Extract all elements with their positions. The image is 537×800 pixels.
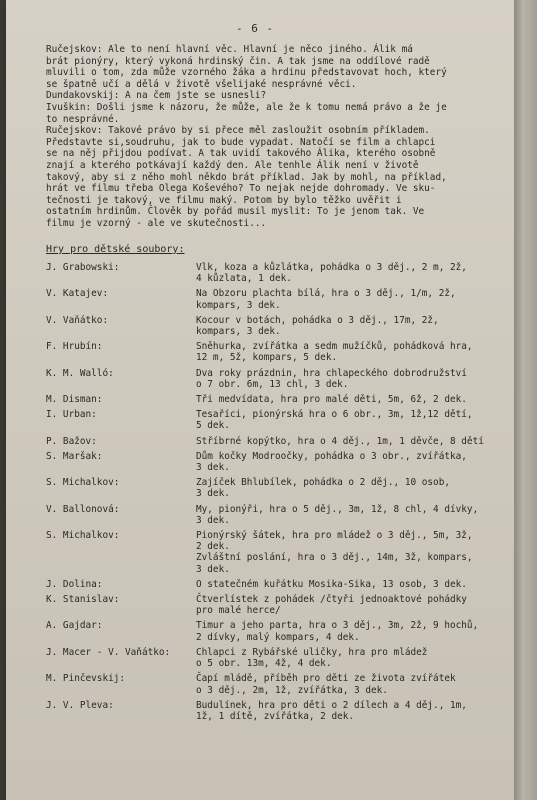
- intro-line: to nesprávné.: [46, 113, 120, 125]
- play-entry: [46, 341, 526, 363]
- play-description: [196, 288, 526, 310]
- play-entry: [46, 504, 526, 526]
- play-entry: [46, 262, 526, 284]
- play-description-line: Dům kočky Modroočky, pohádka o 3 obr., zvířátka,: [196, 450, 467, 462]
- play-author: M. Pinčevskij:: [46, 673, 126, 685]
- play-description-line: 4 kůzlata, 1 dek.: [196, 273, 292, 285]
- play-author: P. Bažov:: [46, 435, 97, 447]
- play-description: [196, 700, 526, 722]
- play-description-line: Sněhurka, zvířátka a sedm mužíčků, pohádková hra,: [196, 341, 473, 353]
- play-description-line: 5 dek.: [196, 420, 230, 432]
- play-description-line: Tesaříci, pionýrská hra o 6 obr., 3m, 1ž,12 dětí,: [196, 409, 473, 421]
- play-description-line: 3 dek.: [196, 514, 230, 526]
- play-entry: [46, 451, 526, 473]
- play-description-line: Chlapci z Rybářské uličky, hra pro mládež: [196, 646, 428, 658]
- play-author: J. Grabowski:: [46, 262, 120, 273]
- play-description-line: Zvláštní poslání, hra o 3 děj., 14m, 3ž, kompars,: [196, 552, 473, 564]
- play-description: [196, 262, 526, 284]
- play-entry: [46, 620, 526, 642]
- play-description: [196, 409, 526, 431]
- intro-line: hrát ve filmu třeba Olega Koševého? To nejak nejde dohromady. Ve sku-: [46, 183, 436, 195]
- play-description-line: Stříbrné kopýtko, hra o 4 děj., 1m, 1 děvče, 8 dětí: [196, 435, 484, 447]
- play-description-line: 3 dek.: [196, 462, 230, 474]
- play-description: [196, 315, 526, 337]
- play-author: I. Urban:: [46, 409, 97, 421]
- play-description: [196, 394, 526, 405]
- play-description-line: Zajíček Bhlubílek, pohádka o 2 děj., 10 osob,: [196, 477, 450, 489]
- intro-line: tečnosti je takový, ve filmu maký. Potom by bylo těžko uvěřit i: [46, 194, 402, 206]
- plays-heading: Hry pro dětské soubory:: [46, 244, 185, 255]
- play-author: J. Dolina:: [46, 578, 103, 590]
- play-description-line: Čapí mládě, příběh pro děti ze života zvířátek: [196, 673, 456, 685]
- intro-line: se špatně učí a dělá v životě všelijaké nesprávné věci.: [46, 78, 357, 90]
- play-description: [196, 451, 526, 473]
- play-author: V. Ballonová:: [46, 503, 120, 515]
- play-entry: [46, 394, 526, 405]
- play-description-line: 2 dek.: [196, 541, 230, 553]
- play-description-line: 12 m, 5ž, kompars, 5 dek.: [196, 352, 338, 364]
- play-description-line: kompars, 3 dek.: [196, 299, 281, 311]
- play-author: V. Katajev:: [46, 288, 109, 300]
- play-description: [196, 341, 526, 363]
- play-description-line: 2 dívky, malý kompars, 4 dek.: [196, 631, 360, 643]
- play-description-line: 1ž, 1 dítě, zvířátka, 2 dek.: [196, 710, 355, 722]
- play-description-line: Pionýrský šátek, hra pro mládež o 3 děj., 5m, 3ž,: [196, 530, 473, 542]
- play-description: [196, 368, 526, 390]
- play-description-line: Kocour v botách, pohádka o 3 děj., 17m, 2ž,: [196, 314, 439, 326]
- play-author: S. Michalkov:: [46, 530, 120, 542]
- play-author: J. V. Pleva:: [46, 699, 114, 711]
- plays-list: [46, 262, 526, 726]
- intro-line: Ivuškin: Došli jsme k názoru, že může, ale že k tomu nemá právo a že je: [46, 101, 447, 113]
- play-description: [196, 673, 526, 695]
- play-description-line: kompars, 3 dek.: [196, 326, 281, 338]
- play-description-line: o 5 obr. 13m, 4ž, 4 dek.: [196, 658, 332, 670]
- play-author: S. Maršak:: [46, 450, 103, 462]
- play-author: V. Vaňátko:: [46, 314, 109, 326]
- play-description: [196, 647, 526, 669]
- play-entry: [46, 315, 526, 337]
- intro-line: brát pionýry, který vykoná hrdinský čin. A tak jsme na oddílové radě: [46, 55, 430, 67]
- intro-line: takový, aby si z něho mohl někdo brát příklad. Jak by mohl, na příklad,: [46, 171, 447, 183]
- document-page: [6, 0, 514, 800]
- play-description: [196, 620, 526, 642]
- play-entry: [46, 288, 526, 310]
- intro-line: Ručejskov: Ale to není hlavní věc. Hlavní je něco jiného. Álik má: [46, 44, 413, 55]
- intro-line: Ručejskov: Takové právo by si přece měl zasloužit osobním příkladem.: [46, 125, 430, 137]
- play-description: [196, 530, 526, 575]
- play-description-line: 3 dek.: [196, 563, 230, 575]
- play-description: [196, 477, 526, 499]
- play-description: [196, 579, 526, 590]
- play-description-line: Timur a jeho parta, hra o 3 děj., 3m, 2ž, 9 hochů,: [196, 620, 479, 632]
- play-description-line: Tři medvídata, hra pro malé děti, 5m, 6ž, 2 dek.: [196, 394, 467, 406]
- play-description-line: Dva roky prázdnin, hra chlapeckého dobrodružství: [196, 367, 467, 379]
- intro-line: mluvili o tom, zda může vzorného žáka a hrdinu představovat hoch, který: [46, 67, 447, 79]
- play-description-line: O statečném kuřátku Mosika-Sika, 13 osob, 3 dek.: [196, 578, 467, 590]
- play-author: A. Gajdar:: [46, 620, 103, 632]
- play-author: K. M. Walló:: [46, 367, 114, 379]
- play-author: J. Macer - V. Vaňátko:: [46, 646, 171, 658]
- play-description-line: My, pionýři, hra o 5 děj., 3m, 1ž, 8 chl, 4 dívky,: [196, 503, 479, 515]
- intro-text: [46, 44, 516, 230]
- play-entry: [46, 579, 526, 590]
- play-description-line: 3 dek.: [196, 488, 230, 500]
- play-author: K. Stanislav:: [46, 594, 120, 606]
- intro-line: znají a kterého potkávají každý den. Ale tenhle Álik není v životě: [46, 159, 419, 171]
- intro-line: Dundakovskij: A na čem jste se usnesli?: [46, 90, 267, 102]
- play-description-line: o 7 obr. 6m, 13 chl, 3 dek.: [196, 378, 349, 390]
- page-number: - 6 -: [236, 22, 275, 35]
- play-entry: [46, 477, 526, 499]
- intro-line: filmu je vzorný - ale ve skutečnosti...: [46, 217, 267, 229]
- play-description: [196, 436, 526, 447]
- play-description: [196, 594, 526, 616]
- play-entry: [46, 673, 526, 695]
- play-entry: [46, 436, 526, 447]
- play-description-line: pro malé herce/: [196, 605, 281, 617]
- play-entry: [46, 594, 526, 616]
- intro-line: se na něj přijdou podívat. A tak uvidí takového Álika, kterého osobně: [46, 148, 436, 160]
- play-entry: [46, 368, 526, 390]
- page-edge: [514, 0, 537, 800]
- play-description-line: Na Obzoru plachta bílá, hra o 3 děj., 1/m, 2ž,: [196, 288, 456, 300]
- play-description-line: Budulínek, hra pro děti o 2 dílech a 4 děj., 1m,: [196, 699, 467, 711]
- play-author: S. Michalkov:: [46, 477, 120, 489]
- intro-line: ostatním hrdinům. Člověk by pořád musil myslit: To je jenom tak. Ve: [46, 206, 425, 218]
- play-description-line: o 3 děj., 2m, 1ž, zvířátka, 3 dek.: [196, 684, 388, 696]
- play-author: F. Hrubín:: [46, 341, 103, 353]
- intro-line: Představte si,soudruhu, jak to bude vypadat. Natočí se film a chlapci: [46, 136, 436, 148]
- play-entry: [46, 409, 526, 431]
- play-entry: [46, 647, 526, 669]
- play-entry: [46, 700, 526, 722]
- play-author: M. Disman:: [46, 394, 103, 406]
- play-description: [196, 504, 526, 526]
- play-description-line: Čtverlístek z pohádek /čtyři jednoaktové pohádky: [196, 594, 467, 606]
- play-entry: [46, 530, 526, 575]
- play-description-line: Vlk, koza a kůzlátka, pohádka o 3 děj., 2 m, 2ž,: [196, 262, 467, 273]
